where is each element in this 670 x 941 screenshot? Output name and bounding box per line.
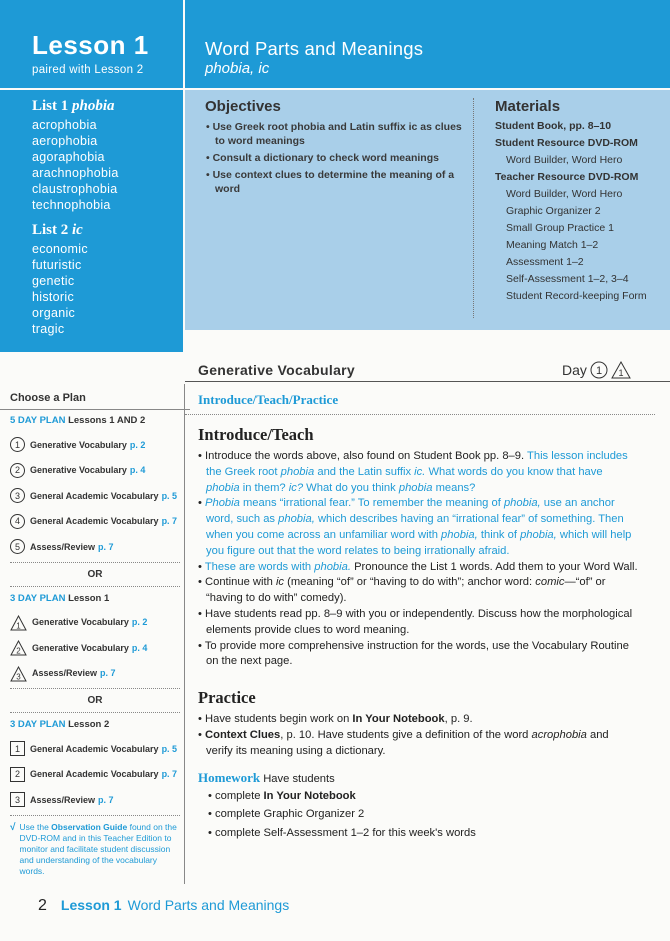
introduce-item: • Phobia means “irrational fear.” To remember the meaning of phobia, use an anchor word, such as phobia, which describes having an “irrational fear” of something. Then when you come across an unfamiliar word with phobia, think of phobia, which will help you figure out that the word relates to being irrationally afraid. (198, 496, 638, 559)
objective-item: • Use Greek root phobia and Latin suffix ic as clues to word meanings (206, 121, 462, 147)
list1-word: agoraphobia (32, 150, 105, 164)
introduce-item: • Continue with ic (meaning “of” or “having to do with”; anchor word: comic—“of” or “having to do with” comedy). (198, 575, 638, 607)
practice-item: • Context Clues, p. 10. Have students give a definition of the word acrophobia and verify its meaning using a dictionary. (198, 728, 638, 760)
svg-text:1: 1 (618, 368, 624, 378)
day-circle-icon: 2 (10, 463, 25, 478)
lesson-header (0, 0, 183, 88)
plan-row: 3 Assess/Review p. 7 (10, 661, 180, 687)
observation-note: √ Use the Observation Guide found on the DVD-ROM and in this Teacher Edition to monitor and facilitate student discussion and understanding of the vocabulary words. (10, 821, 177, 876)
material-item: Graphic Organizer 2 (506, 205, 601, 217)
plan-row: 1 General Academic Vocabulary p. 5 (10, 736, 180, 762)
svg-text:1: 1 (16, 621, 21, 631)
or-separator: OR (87, 568, 103, 580)
plan-row: 2 General Academic Vocabulary p. 7 (10, 762, 180, 788)
plan-row: 1 Generative Vocabulary p. 2 (10, 432, 180, 458)
objectives-materials-panel (185, 90, 670, 330)
homework-item: • complete In Your Notebook (198, 789, 638, 805)
materials-heading: Materials (495, 98, 561, 115)
day-triangle-icon (611, 361, 631, 379)
material-item: Self-Assessment 1–2, 3–4 (506, 273, 629, 285)
practice-heading: Practice (198, 688, 256, 708)
introduce-item: • Introduce the words above, also found on Student Book pp. 8–9. This lesson includes the Greek root phobia and the Latin suffix ic. What words do you know that have phobia in them? ic? What do you think phobia means? (198, 449, 638, 496)
plan5-heading: 5 DAY PLAN Lessons 1 AND 2 (10, 415, 146, 426)
list2-heading: List 2 ic (32, 222, 83, 238)
day-circle-icon: 1 (10, 437, 25, 452)
list2-word: historic (32, 290, 74, 304)
plan-heading: Choose a Plan (10, 392, 86, 404)
day-square-icon: 3 (10, 792, 25, 807)
lesson-subtitle: phobia, ic (205, 60, 270, 77)
list1-word: technophobia (32, 198, 111, 212)
page-footer (38, 897, 289, 915)
choose-plan-sidebar (10, 392, 180, 877)
list1-heading: List 1 phobia (32, 98, 115, 114)
plan-row: 2 Generative Vocabulary p. 4 (10, 635, 180, 661)
introduce-item: • These are words with phobia. Pronounce the List 1 words. Add them to your Word Wall. (198, 560, 638, 576)
list1-word: acrophobia (32, 118, 97, 132)
practice-item: • Have students begin work on In Your Notebook, p. 9. (198, 712, 638, 728)
day-circle-icon: 5 (10, 539, 25, 554)
footer-lesson: Lesson 1 (60, 897, 122, 913)
materials (495, 98, 670, 305)
day-label: Day (562, 362, 587, 378)
list1-word: claustrophobia (32, 182, 118, 196)
objective-item: • Use context clues to determine the meaning of a word (206, 169, 455, 195)
objectives (205, 98, 465, 199)
panel-divider (473, 98, 474, 318)
plan-row: 3 General Academic Vocabulary p. 5 (10, 483, 180, 509)
svg-text:1: 1 (595, 365, 602, 377)
plan-row: 1 Generative Vocabulary p. 2 (10, 610, 180, 636)
list2-word: economic (32, 242, 88, 256)
column-divider (184, 384, 185, 884)
main-content (198, 392, 638, 842)
page-number: 2 (38, 897, 47, 914)
plan-row: 4 General Academic Vocabulary p. 7 (10, 509, 180, 535)
objective-item: • Consult a dictionary to check word meanings (206, 152, 439, 164)
or-separator: OR (87, 695, 103, 706)
homework-item: • complete Graphic Organizer 2 (198, 807, 638, 823)
plan-row: 3 Assess/Review p. 7 (10, 787, 180, 813)
material-item: Student Book, pp. 8–10 (495, 120, 612, 132)
section-title: Generative Vocabulary (198, 362, 355, 378)
lesson-title: Word Parts and Meanings (205, 38, 424, 59)
lesson-title-band (185, 0, 670, 88)
introduce-heading: Introduce/Teach (198, 425, 314, 444)
day-triangle-icon (10, 640, 27, 655)
homework (198, 770, 638, 842)
plan-row: 5 Assess/Review p. 7 (10, 534, 180, 560)
introduce-item: • Have students read pp. 8–9 with you or independently. Discuss how the morphological elements provide clues to word meaning. (198, 607, 638, 639)
list2-word: genetic (32, 274, 75, 288)
plan3a-heading: 3 DAY PLAN Lesson 1 (10, 592, 110, 604)
plan3b-heading: 3 DAY PLAN Lesson 2 (10, 719, 110, 730)
day-circle-icon: 4 (10, 514, 25, 529)
day-circle-icon: 3 (10, 488, 25, 503)
material-item: Student Resource DVD-ROM (495, 137, 638, 149)
introduce-item: • To provide more comprehensive instruction for the words, use the Vocabulary Routine on the next page. (198, 639, 638, 671)
footer-title: Word Parts and Meanings (127, 897, 290, 913)
svg-text:2: 2 (16, 646, 21, 656)
lesson-paired: paired with Lesson 2 (32, 64, 144, 76)
list1-word: aerophobia (32, 134, 98, 148)
material-item: Student Record-keeping Form (506, 290, 647, 302)
section-rule (185, 381, 670, 382)
list2-word: tragic (32, 322, 65, 336)
check-icon: √ (10, 821, 16, 833)
list2-word: organic (32, 306, 76, 320)
homework-label: Homework (198, 769, 261, 785)
day-square-icon: 2 (10, 767, 25, 782)
day-triangle-icon (10, 666, 27, 681)
material-item: Word Builder, Word Hero (506, 154, 623, 166)
list2-word: futuristic (32, 258, 82, 272)
word-lists-panel (0, 90, 183, 352)
day-circle-icon (590, 361, 608, 379)
day-triangle-icon (10, 615, 27, 630)
material-item: Small Group Practice 1 (506, 222, 614, 234)
homework-intro: Have students (263, 772, 335, 785)
objectives-heading: Objectives (205, 98, 281, 115)
lesson-number: Lesson 1 (32, 30, 149, 60)
material-item: Word Builder, Word Hero (506, 188, 623, 200)
day-indicator (562, 361, 631, 379)
material-item: Teacher Resource DVD-ROM (495, 171, 639, 183)
material-item: Meaning Match 1–2 (506, 239, 599, 251)
svg-text:3: 3 (16, 672, 21, 682)
day-square-icon: 1 (10, 741, 25, 756)
band-heading: Introduce/Teach/Practice (198, 392, 339, 407)
list1-word: arachnophobia (32, 166, 119, 180)
homework-item: • complete Self-Assessment 1–2 for this week's words (198, 826, 638, 842)
plan-row: 2 Generative Vocabulary p. 4 (10, 458, 180, 484)
material-item: Assessment 1–2 (506, 256, 584, 268)
